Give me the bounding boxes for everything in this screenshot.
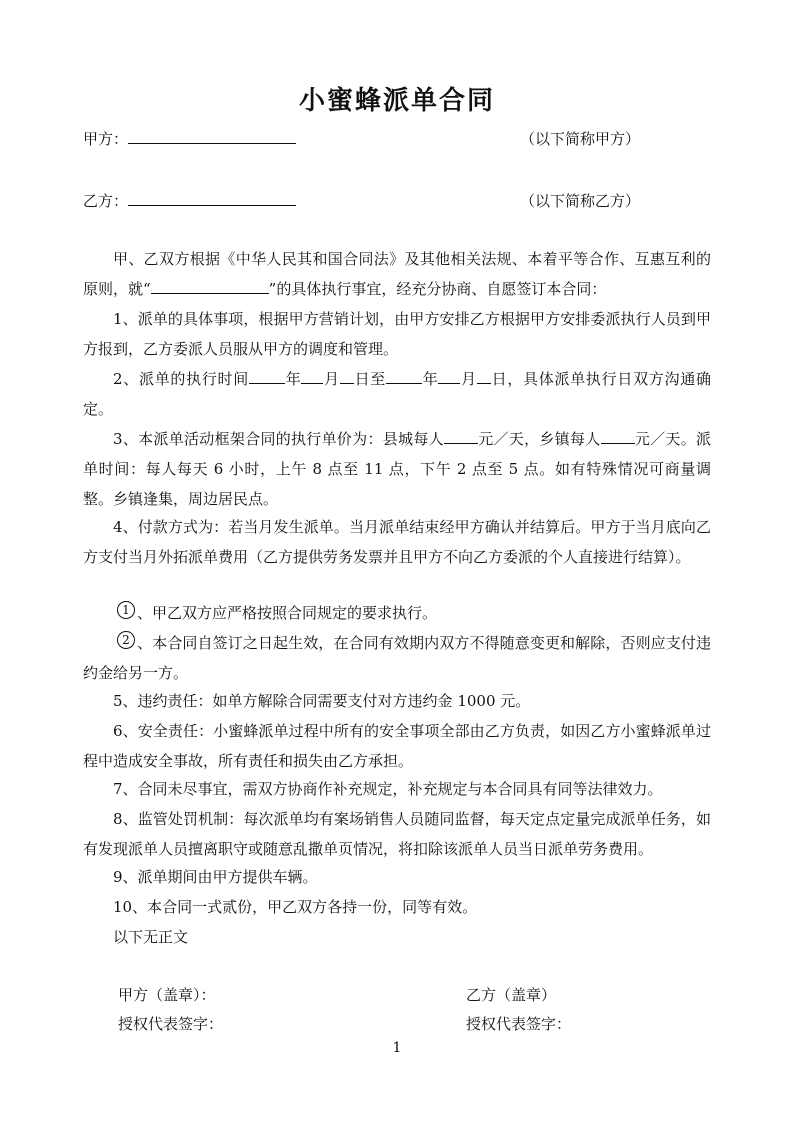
clause-8: 8、监管处罚机制：每次派单均有案场销售人员随同监督，每天定点定量完成派单任务，如有发现派单人员擅离职守或随意乱撒单页情况，将扣除该派单人员当日派单劳务费用。	[83, 810, 711, 858]
sub-clause-2	[83, 628, 711, 688]
party-a-rep-label: 授权代表签字：	[118, 1015, 224, 1033]
party-a-label: 甲方：	[83, 130, 129, 148]
intro-paragraph	[83, 244, 711, 304]
party-b-label: 乙方：	[83, 192, 129, 210]
month-label: 月	[323, 370, 340, 388]
clause-10: 10、本合同一式贰份，甲乙双方各持一份，同等有效。	[113, 898, 478, 916]
month-label: 月	[460, 370, 477, 388]
party-b-note: （以下简称乙方）	[520, 192, 641, 210]
party-a-line	[83, 128, 296, 149]
town-price-blank[interactable]	[601, 429, 635, 444]
end-month-blank[interactable]	[438, 369, 460, 384]
sub-clause-1	[83, 598, 711, 628]
clause-1: 1、派单的具体事项，根据甲方营销计划，由甲方安排乙方根据甲方安排委派执行人员到甲方报到，乙方委派人员服从甲方的调度和管理。	[83, 310, 711, 358]
party-a-note: （以下简称甲方）	[520, 130, 641, 148]
clause-2-tail: 日，具体派单执行日双方沟通确定。	[83, 370, 711, 418]
project-name-blank[interactable]	[151, 279, 269, 294]
county-price-blank[interactable]	[444, 429, 478, 444]
clause-7: 7、合同未尽事宜，需双方协商作补充规定，补充规定与本合同具有同等法律效力。	[113, 780, 663, 798]
document-title: 小蜜蜂派单合同	[298, 86, 495, 116]
clause-3-text-3: 元／天。派单时间：每人每天 6 小时，上午 8 点至 11 点，下午 2 点至 5 点。如有特殊情况可商量调整。乡镇逢集，周边居民点。	[83, 430, 711, 508]
end-year-blank[interactable]	[386, 369, 422, 384]
page-number: 1	[392, 1040, 402, 1056]
end-day-blank[interactable]	[477, 369, 491, 384]
party-b-seal-label: 乙方（盖章）	[466, 986, 557, 1004]
party-b-line	[83, 190, 296, 211]
clause-4: 4、付款方式为：若当月发生派单。当月派单结束经甲方确认并结算后。甲方于当月底向乙方支付当月外拓派单费用（乙方提供劳务发票并且甲方不向乙方委派的个人直接进行结算）。	[83, 518, 711, 566]
party-a-seal-label: 甲方（盖章）：	[118, 986, 216, 1004]
intro-text-2: ”的具体执行事宜，经充分协商、自愿签订本合同：	[268, 280, 607, 298]
year-label: 年	[285, 370, 302, 388]
clause-9: 9、派单期间由甲方提供车辆。	[113, 868, 318, 886]
party-b-rep-label: 授权代表签字：	[466, 1015, 572, 1033]
clause-2	[83, 364, 711, 424]
clause-3	[83, 424, 711, 514]
circled-number-2: 2	[117, 631, 135, 649]
party-b-blank[interactable]	[128, 191, 296, 206]
clause-3-text-2: 元／天，乡镇每人	[477, 430, 601, 448]
sub-clause-2-text: 、本合同自签订之日起生效，在合同有效期内双方不得随意变更和解除，否则应支付违约金给另一方。	[83, 634, 711, 682]
clause-5: 5、违约责任：如单方解除合同需要支付对方违约金 1000 元。	[113, 692, 531, 710]
year-label: 年	[422, 370, 439, 388]
start-year-blank[interactable]	[249, 369, 285, 384]
start-day-blank[interactable]	[340, 369, 354, 384]
end-note: 以下无正文	[113, 928, 189, 946]
clause-2-text: 2、派单的执行时间	[113, 370, 249, 388]
clause-3-text-1: 3、本派单活动框架合同的执行单价为：县城每人	[113, 430, 444, 448]
circled-number-1: 1	[117, 601, 135, 619]
sub-clause-1-text: 、甲乙双方应严格按照合同规定的要求执行。	[137, 604, 438, 622]
party-a-blank[interactable]	[128, 129, 296, 144]
start-month-blank[interactable]	[301, 369, 323, 384]
clause-6: 6、安全责任：小蜜蜂派单过程中所有的安全事项全部由乙方负责，如因乙方小蜜蜂派单过程中造成安全事故，所有责任和损失由乙方承担。	[83, 722, 711, 770]
day-to-label: 日至	[353, 370, 387, 388]
intro-text-1: 甲、乙双方根据《中华人民其和国合同法》及其他相关法规、本着平等合作、互惠互利的原则，就“	[83, 250, 711, 298]
